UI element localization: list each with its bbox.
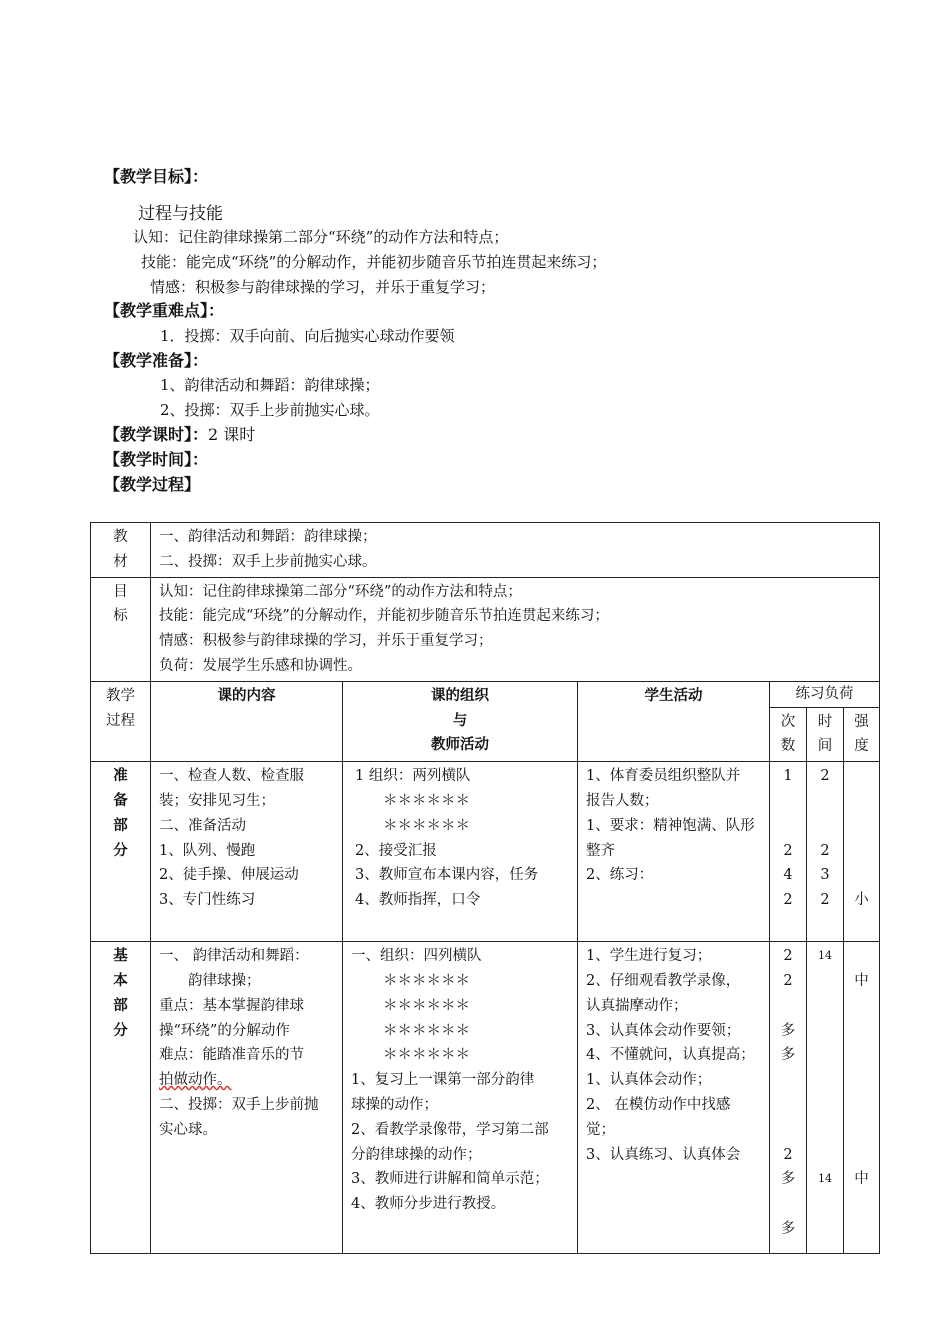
- header-duration: 时 间: [807, 707, 844, 762]
- prep-row: [91, 762, 880, 942]
- basic-duration: 14 14: [807, 942, 844, 1254]
- prep-count: 1 2 4 2: [770, 762, 807, 942]
- prep-student: 1、体育委员组织整队并 报告人数； 1、要求：精神饱满、队形 整齐 2、练习：: [578, 762, 770, 942]
- objectives-subheading: 过程与技能: [138, 204, 223, 224]
- objective-emotion: 情感：积极参与韵律球操的学习，并乐于重复学习；: [150, 278, 496, 296]
- goal-content: 认知：记住韵律球操第二部分“环绕”的动作方法和特点； 技能：能完成“环绕”的分解动作，并能初步随音乐节拍连贯起来练习； 情感：积极参与韵律球操的学习，并乐于重复学习； 负荷：发展学生乐感和协调性。: [151, 577, 880, 681]
- prep-content: 一、检查人数、检查服 装；安排见习生； 二、准备活动 1、队列、慢跑 2、徒手操、伸展运动 3、专门性练习: [151, 762, 343, 942]
- header-content: 课的内容: [151, 681, 343, 761]
- basic-label: 基 本 部 分: [91, 942, 151, 1254]
- objectives-heading: 【教学目标】：: [104, 167, 209, 186]
- goal-label: 目 标: [91, 577, 151, 681]
- key-point-1: 1．投掷：双手向前、向后抛实心球动作要领: [160, 327, 455, 345]
- basic-count: 2 2 多 多 2 多 多: [770, 942, 807, 1254]
- key-points-heading: 【教学重难点】：: [104, 301, 225, 320]
- objective-skill: 技能：能完成“环绕”的分解动作，并能初步随音乐节拍连贯起来练习；: [141, 253, 607, 271]
- basic-row: [91, 942, 880, 1254]
- hours-heading: 【教学课时】：: [104, 425, 209, 444]
- preparation-heading: 【教学准备】：: [104, 351, 209, 370]
- preparation-item-1: 1、韵律活动和舞蹈：韵律球操；: [160, 376, 380, 394]
- prep-organization: 1 组织：两列横队 ＊＊＊＊＊＊ ＊＊＊＊＊＊ 2、接受汇报 3、教师宣布本课内容，任务 4、教师指挥，口令: [343, 762, 578, 942]
- header-load: 练习负荷: [770, 681, 880, 707]
- header-organization: 课的组织 与 教师活动: [343, 681, 578, 761]
- time-heading: 【教学时间】：: [104, 450, 209, 469]
- header-intensity: 强 度: [844, 707, 880, 762]
- header-row-1: [91, 681, 880, 707]
- material-content: 一、韵律活动和舞蹈：韵律球操； 二、投掷：双手上步前抛实心球。: [151, 523, 880, 578]
- basic-content-line-7: 拍做动作。: [159, 1072, 232, 1089]
- material-row: [91, 523, 880, 578]
- header-process: 教学 过程: [91, 681, 151, 761]
- basic-intensity: 中 中: [844, 942, 880, 1254]
- goal-row: [91, 577, 880, 681]
- material-label: 教 材: [91, 523, 151, 578]
- prep-duration: 2 2 3 2: [807, 762, 844, 942]
- hours-row: [104, 424, 255, 446]
- hours-value: 2 课时: [208, 425, 256, 444]
- process-heading: 【教学过程】: [104, 475, 201, 494]
- objective-cognition: 认知：记住韵律球操第二部分“环绕”的动作方法和特点；: [133, 228, 509, 246]
- prep-intensity: 小: [844, 762, 880, 942]
- basic-content: 一、 韵律活动和舞蹈： 韵律球操； 重点：基本掌握韵律球 操“环绕”的分解动作 难点：能踏准音乐的节 拍做动作。 二、投掷：双手上步前抛 实心球。: [151, 942, 343, 1254]
- lesson-table: [90, 522, 880, 1254]
- preparation-item-2: 2、投掷：双手上步前抛实心球。: [160, 401, 380, 419]
- prep-label: 准 备 部 分: [91, 762, 151, 942]
- header-student: 学生活动: [578, 681, 770, 761]
- header-count: 次 数: [770, 707, 807, 762]
- basic-student: 1、学生进行复习； 2、仔细观看教学录像， 认真揣摩动作； 3、认真体会动作要领； 4、不懂就问，认真提高； 1、认真体会动作； 2、 在模仿动作中找感 觉； 3、认真练习、认真体会: [578, 942, 770, 1254]
- basic-organization: 一、组织：四列横队 ＊＊＊＊＊＊ ＊＊＊＊＊＊ ＊＊＊＊＊＊ ＊＊＊＊＊＊ 1、复习上一课第一部分韵律 球操的动作； 2、看教学录像带，学习第二部 分韵律球操的动作； 3、教师进行讲解和简单示范； 4、教师分步进行教授。: [343, 942, 578, 1254]
